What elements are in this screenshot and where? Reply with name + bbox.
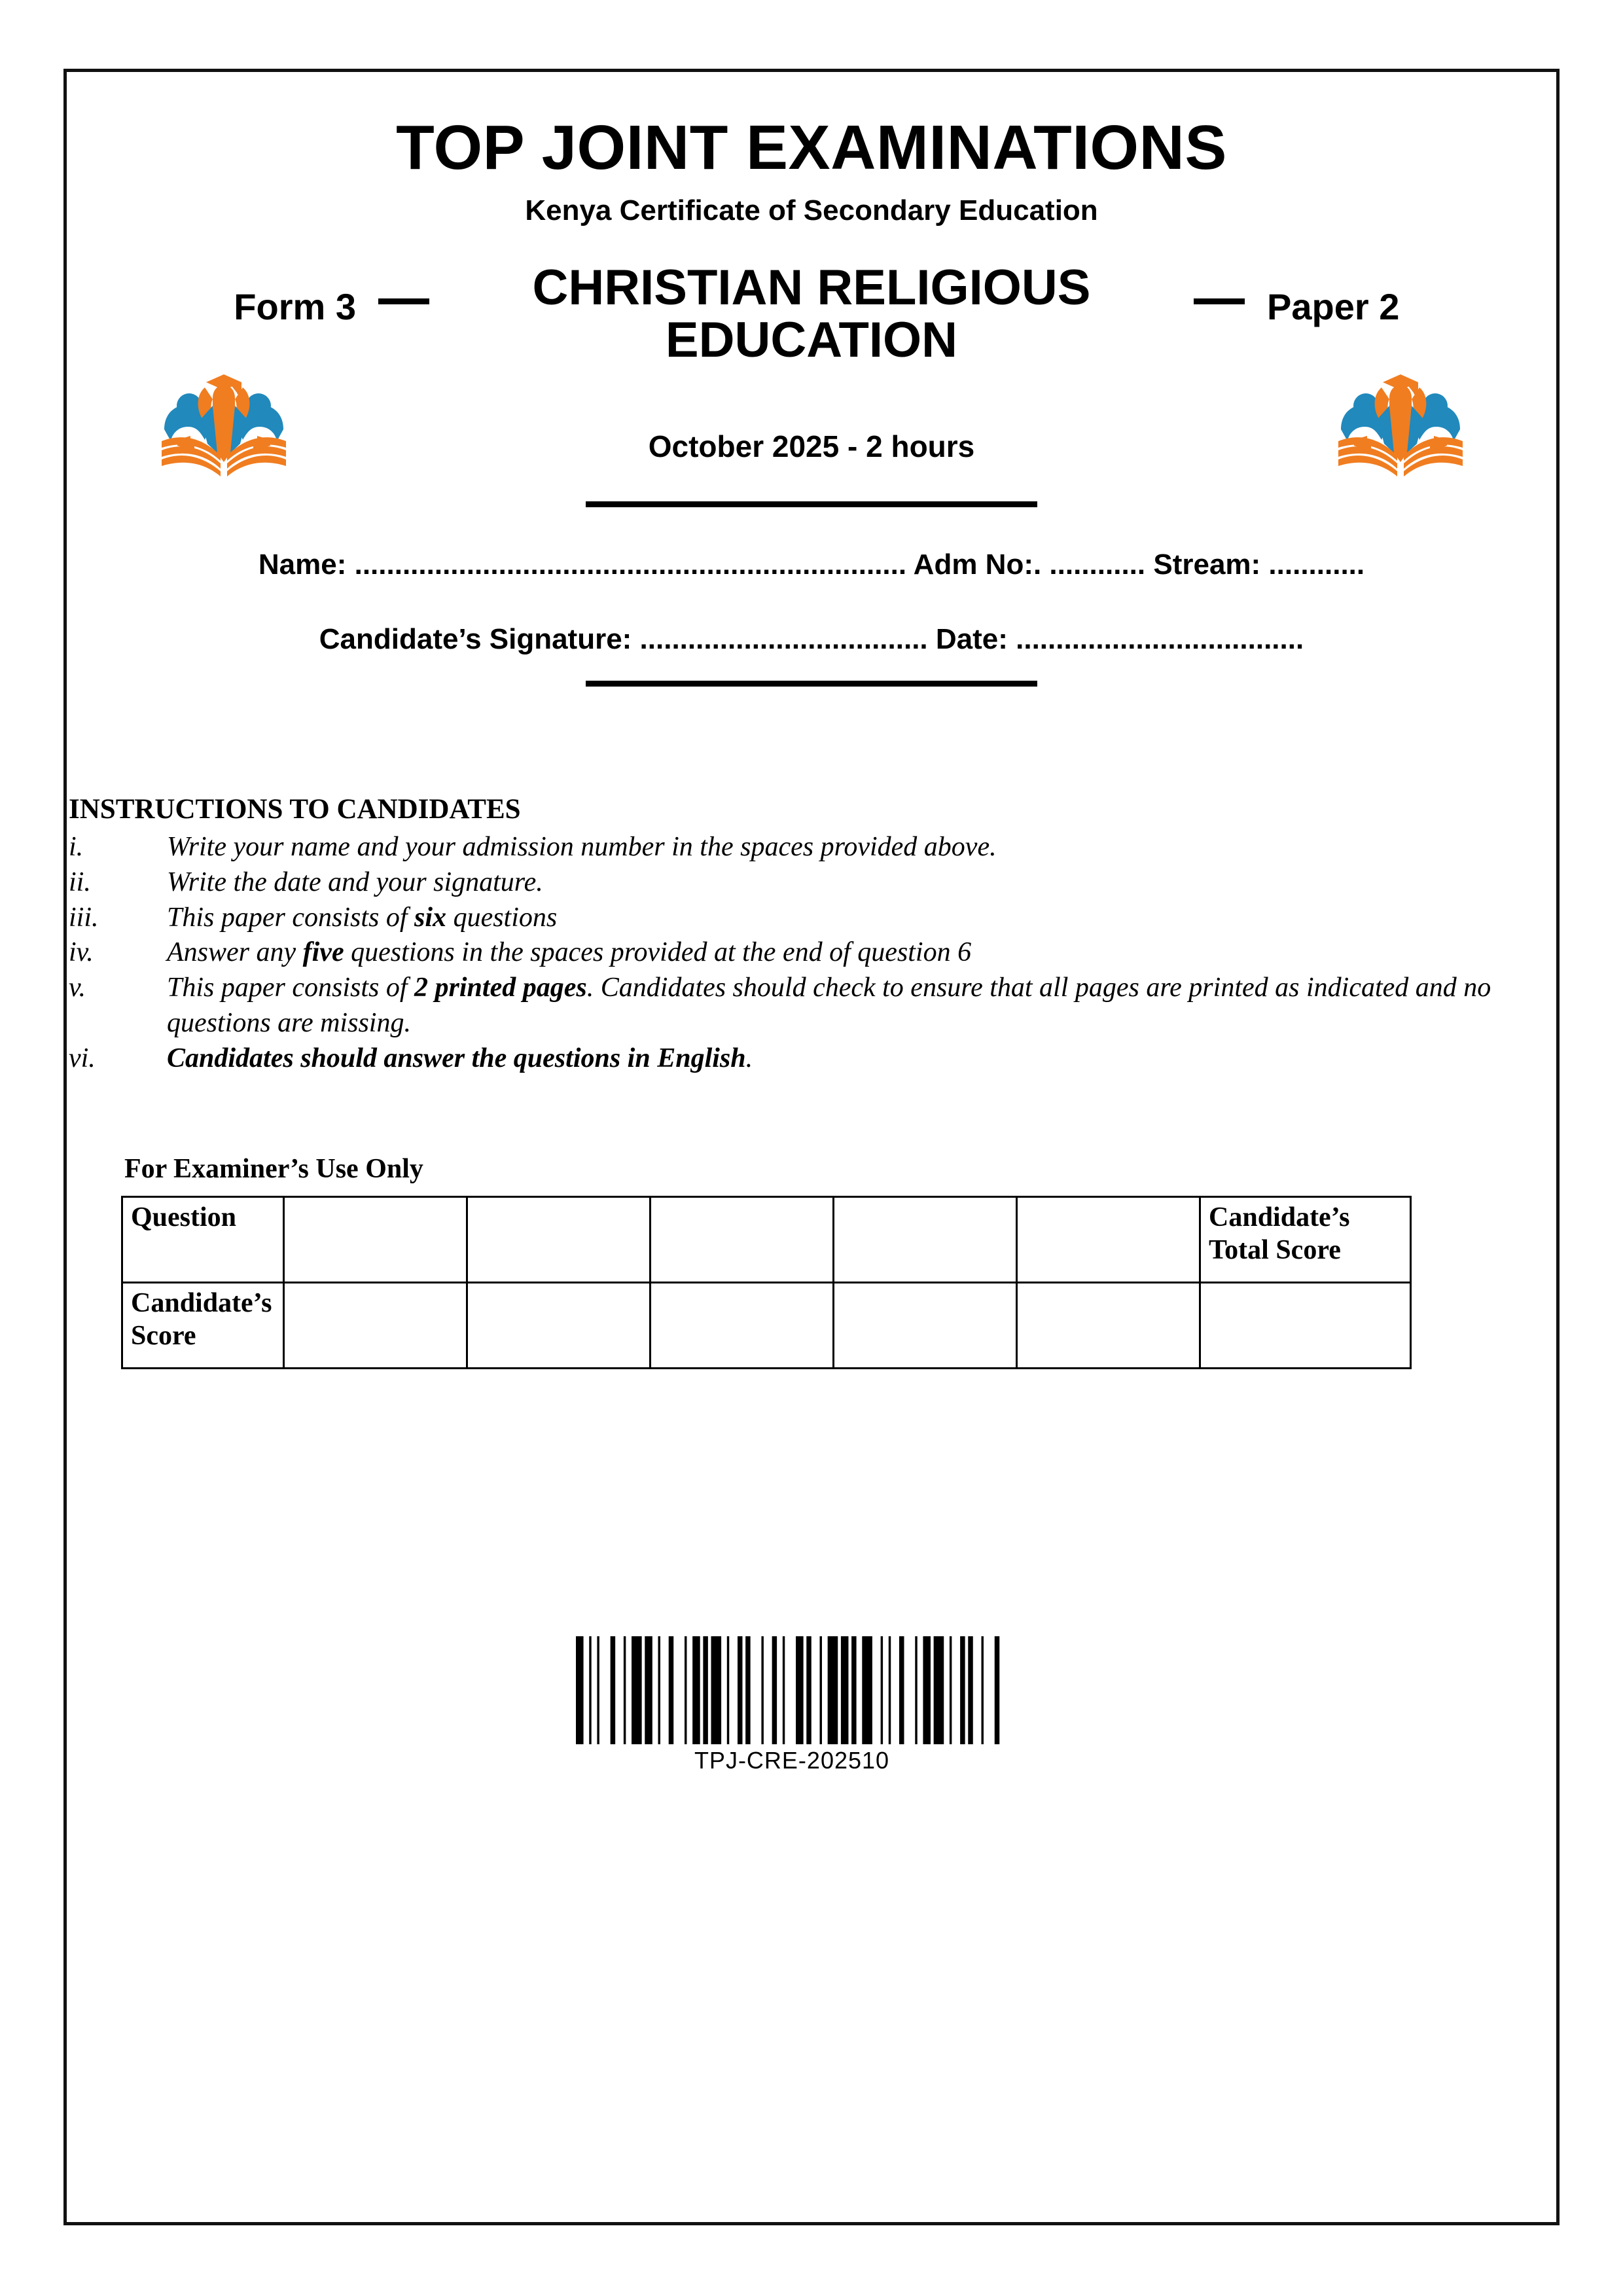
header-separator-rule-bottom bbox=[586, 681, 1037, 687]
instruction-text: This paper consists of six questions bbox=[167, 902, 558, 933]
table-row-label: Question bbox=[122, 1197, 284, 1283]
table-score-cell[interactable] bbox=[467, 1197, 651, 1283]
instruction-item bbox=[69, 865, 1528, 901]
exam-title: TOP JOINT EXAMINATIONS bbox=[396, 113, 1227, 183]
instruction-text: Candidates should answer the questions in English. bbox=[167, 1043, 753, 1073]
candidate-signature-date-field[interactable]: Candidate’s Signature: .................................... Date: .................................... bbox=[319, 623, 1304, 655]
table-total-cell: Candidate’s Total Score bbox=[1200, 1197, 1411, 1283]
instruction-number: iii. bbox=[69, 902, 99, 933]
examiner-use-heading: For Examiner’s Use Only bbox=[124, 1154, 423, 1184]
instruction-item bbox=[69, 830, 1528, 865]
table-row-label: Candidate’s Score bbox=[122, 1283, 284, 1369]
education-emblem-logo-right-icon bbox=[1332, 359, 1469, 483]
table-score-cell[interactable] bbox=[651, 1283, 834, 1369]
exam-subtitle: Kenya Certificate of Secondary Education bbox=[525, 194, 1098, 226]
table-score-cell[interactable] bbox=[284, 1283, 467, 1369]
table-score-cell[interactable] bbox=[834, 1197, 1017, 1283]
header-separator-rule-top bbox=[586, 501, 1037, 507]
table-score-cell[interactable] bbox=[1017, 1283, 1200, 1369]
table-total-cell[interactable] bbox=[1200, 1283, 1411, 1369]
instruction-text: Write the date and your signature. bbox=[167, 867, 543, 897]
barcode-label: TPJ-CRE-202510 bbox=[694, 1747, 890, 1774]
instruction-number: ii. bbox=[69, 867, 91, 897]
instructions-list bbox=[69, 830, 1528, 1076]
instruction-item bbox=[69, 935, 1528, 971]
barcode-block bbox=[576, 1636, 1008, 1774]
candidate-name-field[interactable]: Name: ..................................................................... Adm No:. ............ Stream: ............ bbox=[258, 548, 1365, 581]
instruction-number: iv. bbox=[69, 937, 94, 968]
education-emblem-logo-left-icon bbox=[155, 359, 293, 483]
barcode-icon bbox=[576, 1636, 1008, 1744]
subject-title: CHRISTIAN RELIGIOUS EDUCATION bbox=[532, 260, 1091, 368]
exam-date: October 2025 - 2 hours bbox=[648, 429, 975, 463]
table-score-cell[interactable] bbox=[284, 1197, 467, 1283]
dash-rule-left-icon bbox=[378, 298, 429, 304]
table-row bbox=[122, 1197, 1411, 1283]
instruction-number: vi. bbox=[69, 1043, 96, 1073]
form-label: Form 3 bbox=[234, 286, 356, 327]
instructions-heading: INSTRUCTIONS TO CANDIDATES bbox=[69, 794, 521, 825]
table-score-cell[interactable] bbox=[467, 1283, 651, 1369]
instruction-text: Answer any five questions in the spaces provided at the end of question 6 bbox=[167, 937, 972, 968]
paper-label: Paper 2 bbox=[1267, 286, 1400, 327]
examiner-score-table bbox=[121, 1196, 1412, 1369]
table-row bbox=[122, 1283, 1411, 1369]
table-score-cell[interactable] bbox=[834, 1283, 1017, 1369]
instruction-number: v. bbox=[69, 973, 86, 1003]
instruction-text: Write your name and your admission number in the spaces provided above. bbox=[167, 832, 997, 862]
instruction-item bbox=[69, 1041, 1528, 1077]
dash-rule-right-icon bbox=[1194, 298, 1245, 304]
instruction-item bbox=[69, 971, 1528, 1041]
instruction-item bbox=[69, 901, 1528, 936]
instruction-number: i. bbox=[69, 832, 84, 862]
table-score-cell[interactable] bbox=[1017, 1197, 1200, 1283]
instruction-text: This paper consists of 2 printed pages. Candidates should check to ensure that all pages are printed as indicated and no questions are missing. bbox=[167, 973, 1491, 1038]
table-score-cell[interactable] bbox=[651, 1197, 834, 1283]
subject-row bbox=[105, 262, 1518, 367]
